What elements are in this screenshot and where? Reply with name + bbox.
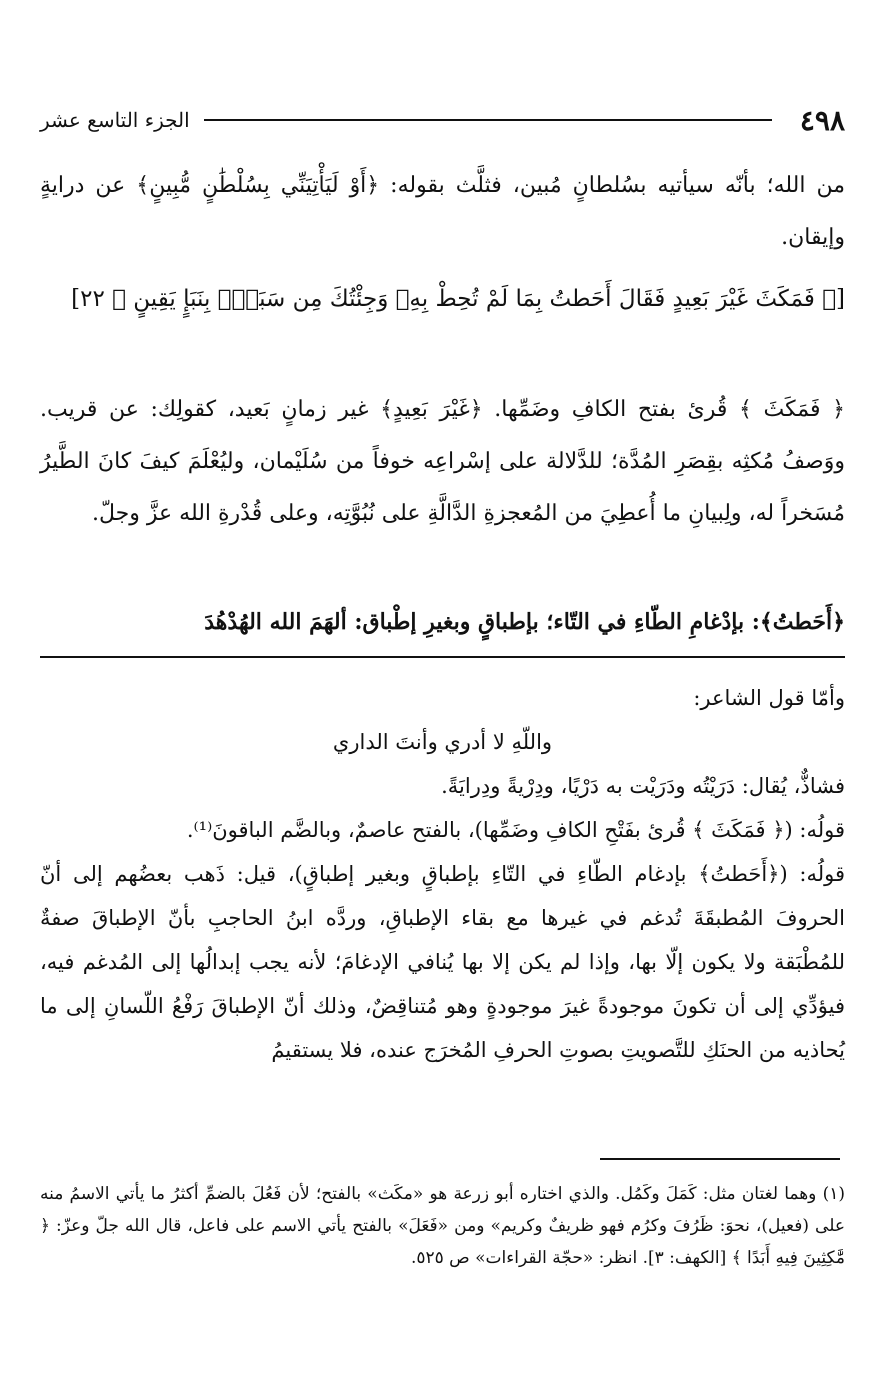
paragraph-1: من الله؛ بأنّه سيأتيه بسُلطانٍ مُبين، فثلَّث بقوله: ﴿أَوْ لَيَأْتِيَنِّي بِسُلْطَٰنٍ مُّبِينٍ﴾ عن درايةٍ وإيقان. <box>40 173 845 250</box>
commentary-intro: وأمّا قول الشاعر: <box>693 686 845 710</box>
commentary-line-4: قولُه: (﴿أَحَطتُ﴾ بإدغام الطّاءِ في التّاءِ بإطباقٍ وبغير إطباقٍ)، قيل: ذَهب بعضُهم إلى أنّ الحروفَ المُطبقَةَ تُدغم في غيرها مع بقاء الإطباقِ، وردَّه ابنُ الحاجبِ بأنّ الإطباقَ صفةٌ للمُطْبَقة ولا يكون إلّا بها، وإذا لم يكن إلا بها يُنافي الإدغامَ؛ لأنه يجب إبدالُها إلى المُدغم فيه، فيؤدِّي إلى أن تكونَ موجودةً غيرَ موجودةٍ وهو مُتناقِضٌ، وذلك أنّ الإطباقَ رَفْعُ اللّسانِ إلى ما يُحاذيه من الحنَكِ للتَّصويتِ بصوتِ الحرفِ المُخرَج عنده، فلا يستقيمُ <box>40 862 845 1062</box>
paragraph-2: ﴿ فَمَكَثَ ﴾ قُرئ بفتح الكافِ وضَمِّها. ﴿غَيْرَ بَعِيدٍ﴾ غير زمانٍ بَعيد، كقولِك: عن قريب. ووَصفُ مُكثِه بقِصَرِ المُدَّة؛ للدَّلالة على إسْراعِه خوفاً من سُلَيْمان، وليُعْلَمَ كيفَ كانَ الطَّيرُ مُسَخراً له، ولِبيانِ ما أُعطِيَ من المُعجزةِ الدَّالَّةِ على نُبُوَّتِه، وعلى قُدْرةِ الله عزَّ وجلّ. <box>40 397 845 526</box>
running-title: الجزء التاسع عشر <box>40 108 190 132</box>
explanation-block-2 <box>40 596 845 648</box>
section-divider <box>40 656 845 658</box>
verse-block <box>40 272 845 326</box>
commentary <box>40 676 845 1072</box>
page-number: ٤٩٨ <box>799 103 845 137</box>
page-header <box>40 100 845 140</box>
footnote-rule <box>600 1158 840 1160</box>
quran-verse: [﴿ فَمَكَثَ غَيْرَ بَعِيدٍ فَقَالَ أَحَطتُ بِمَا لَمْ تُحِطْ بِهِۦ وَجِئْتُكَ مِن سَبَإٍۭ بِنَبَإٍ يَقِينٍ ﴾ ٢٢] <box>71 286 845 312</box>
footnote <box>40 1178 845 1274</box>
commentary-line-2: فشاذٌّ، يُقال: دَرَيْتُه ودَرَيْت به دَرْيًا، ودِرْيةً ودِرايَةً. <box>441 774 845 798</box>
explanation-block <box>40 384 845 540</box>
main-text <box>40 160 845 264</box>
paragraph-3: ﴿أَحَطتُ﴾: بإدْغامِ الطّاءِ في التّاء؛ بإطباقٍ وبغيرِ إطْباق: ألهَمَ الله الهُدْهُدَ <box>204 609 845 635</box>
poetry-line: واللّهِ لا أدري وأنتَ الداري <box>332 730 553 754</box>
footnote-text: (١) وهما لغتان مثل: كَمَلَ وكَمُل. والذي اختاره أبو زرعة هو «مكَث» بالفتح؛ لأن فَعُلَ بالضمِّ أكثرُ ما يأتي الاسمُ منه على (فعيل)، نحوَ: ظَرُفَ وكرُم فهو ظريفٌ وكريم» ومن «فَعَلَ» بالفتح يأتي الاسم على فاعل، قال الله جلّ وعزّ: ﴿ مَّٰكِثِينَ فِيهِ أَبَدًا ﴾ [الكهف: ٣]. انظر: «حجّة القراءات» ص ٥٢٥. <box>40 1184 845 1268</box>
commentary-line-3: قولُه: (﴿ فَمَكَثَ ﴾ قُرئ بفَتْحِ الكافِ وضَمِّها)، بالفتح عاصمٌ، وبالضَّم الباقونَ⁽¹⁾. <box>186 818 845 842</box>
header-rule <box>204 119 772 121</box>
